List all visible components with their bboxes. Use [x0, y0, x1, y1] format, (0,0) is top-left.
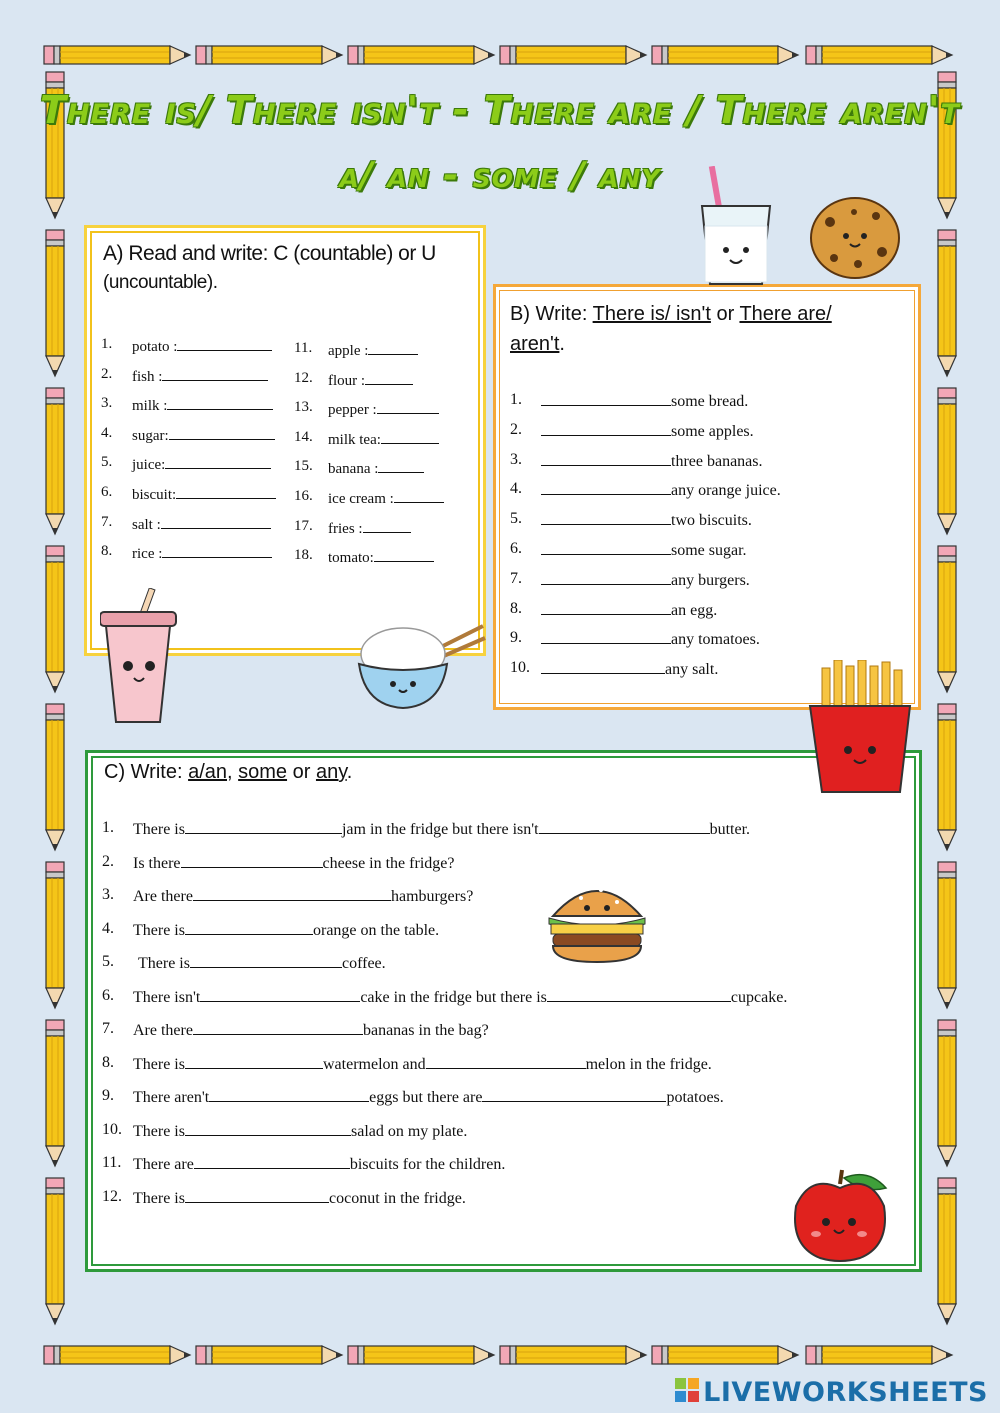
item-text: biscuits for the children.: [349, 1156, 506, 1173]
question-item: [132, 514, 271, 534]
question-item: [541, 391, 748, 411]
item-text: Are there: [133, 1022, 193, 1039]
answer-blank[interactable]: [426, 1054, 586, 1069]
question-item: [541, 480, 781, 500]
question-item: [133, 1154, 505, 1174]
question-item: [133, 953, 386, 973]
answer-blank[interactable]: [381, 429, 439, 444]
answer-blank[interactable]: [169, 425, 275, 440]
hamburger-illustration: [547, 876, 647, 964]
question-number: 12.: [294, 369, 313, 386]
rice-bowl-illustration: [355, 620, 487, 712]
answer-blank[interactable]: [368, 340, 418, 355]
answer-blank[interactable]: [541, 510, 671, 525]
question-item: [541, 629, 760, 649]
answer-blank[interactable]: [547, 987, 731, 1002]
item-text: There is: [133, 921, 185, 939]
item-text: coffee.: [341, 955, 386, 972]
answer-blank[interactable]: [482, 1087, 666, 1102]
answer-blank[interactable]: [394, 488, 444, 503]
section-c-heading: C) Write: a/an, some or any.: [104, 761, 353, 783]
answer-blank[interactable]: [185, 819, 342, 834]
cookie-illustration: [808, 196, 902, 280]
question-item: [541, 510, 752, 530]
item-text: two biscuits.: [671, 512, 752, 530]
item-word: ice cream :: [328, 491, 394, 507]
answer-blank[interactable]: [176, 484, 276, 499]
item-text: There is: [133, 1189, 185, 1207]
question-item: [541, 570, 750, 590]
item-text: bananas in the bag?: [362, 1022, 489, 1039]
answer-blank[interactable]: [541, 421, 671, 436]
question-item: [132, 425, 275, 445]
question-number: 2.: [510, 420, 522, 438]
item-word: potato :: [132, 339, 178, 355]
item-text: jam in the fridge but there isn't: [341, 821, 539, 838]
question-item: [133, 1188, 466, 1208]
item-word: milk :: [132, 398, 168, 415]
item-text: There aren't: [133, 1089, 210, 1106]
answer-blank[interactable]: [194, 1154, 350, 1169]
question-item: [132, 454, 271, 474]
item-text: butter.: [709, 821, 751, 838]
question-number: 7.: [102, 1020, 114, 1037]
item-text: any tomatoes.: [671, 631, 760, 649]
worksheet-title: There is/ There isn't - There are / There aren't: [40, 88, 960, 132]
question-number: 2.: [101, 365, 113, 382]
answer-blank[interactable]: [193, 886, 391, 901]
question-number: 1.: [510, 391, 522, 408]
answer-blank[interactable]: [541, 391, 671, 406]
apple-illustration: [790, 1166, 890, 1262]
question-number: 3.: [510, 450, 522, 468]
answer-blank[interactable]: [200, 987, 360, 1002]
item-word: tomato:: [328, 550, 374, 567]
answer-blank[interactable]: [185, 1121, 351, 1136]
item-word: juice:: [132, 457, 166, 474]
question-number: 14.: [294, 428, 313, 445]
item-text: any burgers.: [671, 571, 750, 589]
question-item: [541, 659, 718, 679]
question-item: [328, 518, 411, 538]
question-number: 18.: [294, 547, 313, 564]
question-number: 11.: [294, 340, 313, 356]
item-text: salad on my plate.: [350, 1122, 468, 1140]
answer-blank[interactable]: [165, 454, 271, 469]
answer-blank[interactable]: [193, 1020, 363, 1035]
question-number: 6.: [101, 484, 113, 500]
item-word: milk tea:: [328, 431, 381, 448]
item-text: coconut in the fridge.: [328, 1189, 466, 1207]
answer-blank[interactable]: [541, 480, 671, 495]
question-number: 2.: [102, 852, 114, 870]
question-item: [132, 366, 268, 386]
answer-blank[interactable]: [378, 458, 424, 473]
answer-blank[interactable]: [185, 1054, 323, 1069]
item-word: flour :: [328, 372, 366, 389]
answer-blank[interactable]: [162, 543, 272, 558]
question-number: 5.: [510, 510, 522, 528]
item-text: any orange juice.: [671, 482, 781, 500]
worksheet-subtitle: a/ an - some / any: [339, 155, 661, 196]
item-text: hamburgers?: [390, 888, 474, 905]
item-text: Is there: [133, 854, 181, 872]
question-number: 16.: [294, 488, 313, 504]
liveworksheets-mark-icon: [675, 1378, 699, 1409]
question-number: 8.: [510, 599, 522, 617]
item-text: some apples.: [671, 422, 754, 440]
question-item: [328, 488, 444, 508]
item-text: There are: [133, 1156, 194, 1173]
question-item: [328, 458, 424, 478]
question-item: [133, 886, 473, 906]
question-number: 1.: [101, 336, 113, 352]
question-number: 17.: [294, 517, 313, 534]
question-item: [328, 370, 413, 390]
item-word: salt :: [132, 516, 161, 533]
item-text: some bread.: [671, 393, 749, 410]
section-a-heading: A) Read and write: C (countable) or U: [103, 242, 436, 265]
drink-cup-illustration: [100, 588, 178, 726]
answer-blank[interactable]: [539, 819, 710, 834]
answer-blank[interactable]: [161, 514, 271, 529]
question-item: [328, 340, 418, 360]
item-word: pepper :: [328, 402, 377, 419]
question-number: 10.: [510, 659, 530, 677]
item-text: cupcake.: [730, 988, 788, 1006]
question-item: [133, 853, 454, 873]
item-word: rice :: [132, 546, 163, 563]
answer-blank[interactable]: [541, 540, 671, 555]
question-item: [132, 484, 276, 504]
item-text: There isn't: [133, 988, 201, 1006]
question-number: 9.: [510, 629, 522, 647]
item-text: melon in the fridge.: [585, 1055, 712, 1073]
answer-blank[interactable]: [177, 336, 272, 351]
question-item: [133, 1087, 724, 1107]
item-text: There is: [133, 821, 185, 838]
question-item: [541, 600, 717, 620]
question-item: [328, 429, 439, 449]
question-item: [133, 987, 787, 1007]
item-text: potatoes.: [666, 1089, 724, 1106]
question-item: [541, 451, 763, 471]
item-text: cake in the fridge but there is: [360, 988, 547, 1006]
item-word: sugar:: [132, 427, 169, 444]
question-number: 4.: [101, 424, 113, 441]
item-word: fries :: [328, 520, 363, 537]
question-item: [328, 399, 439, 419]
item-text: cheese in the fridge?: [322, 854, 455, 872]
question-number: 5.: [101, 454, 113, 471]
item-text: an egg.: [671, 601, 718, 619]
section-a-heading-line2: (uncountable).: [103, 272, 218, 293]
answer-blank[interactable]: [541, 570, 671, 585]
item-text: three bananas.: [671, 452, 763, 470]
answer-blank[interactable]: [190, 953, 342, 968]
question-item: [328, 547, 434, 567]
section-b-heading: B) Write: There is/ isn't or There are/ aren't.: [510, 303, 832, 355]
item-text: There is: [133, 1055, 185, 1073]
answer-blank[interactable]: [541, 629, 671, 644]
item-text: There is: [133, 1122, 185, 1140]
item-text: There is: [138, 955, 190, 972]
question-number: 10.: [102, 1120, 122, 1138]
answer-blank[interactable]: [209, 1087, 369, 1102]
liveworksheets-logo: LIVEWORKSHEETS: [675, 1377, 988, 1409]
question-number: 3.: [101, 395, 113, 412]
question-number: 6.: [510, 540, 522, 557]
question-number: 3.: [102, 886, 114, 903]
question-item: [133, 920, 439, 940]
question-item: [132, 336, 272, 356]
item-word: biscuit:: [132, 487, 177, 503]
section-b-box: [493, 284, 921, 710]
answer-blank[interactable]: [185, 1188, 329, 1203]
answer-blank[interactable]: [181, 853, 323, 868]
question-item: [133, 1121, 467, 1141]
question-number: 1.: [102, 819, 114, 836]
item-text: Are there: [133, 888, 193, 905]
answer-blank[interactable]: [377, 399, 439, 414]
item-text: any salt.: [665, 661, 719, 679]
item-word: fish :: [132, 368, 163, 385]
answer-blank[interactable]: [541, 659, 665, 674]
answer-blank[interactable]: [374, 547, 434, 562]
question-number: 5.: [102, 953, 114, 970]
answer-blank[interactable]: [162, 366, 268, 381]
question-number: 11.: [102, 1154, 122, 1171]
item-word: banana :: [328, 461, 379, 478]
question-number: 12.: [102, 1187, 122, 1205]
question-item: [133, 819, 750, 839]
question-number: 4.: [510, 480, 522, 498]
answer-blank[interactable]: [363, 518, 411, 533]
question-item: [133, 1020, 489, 1040]
answer-blank[interactable]: [541, 600, 671, 615]
answer-blank[interactable]: [541, 451, 671, 466]
question-item: [133, 1054, 712, 1074]
question-number: 8.: [102, 1053, 114, 1071]
question-number: 9.: [102, 1087, 114, 1104]
item-text: eggs but there are: [369, 1089, 483, 1106]
answer-blank[interactable]: [167, 395, 273, 410]
question-item: [132, 395, 273, 415]
fries-illustration: [808, 660, 912, 794]
question-number: 7.: [101, 513, 113, 530]
item-word: apple :: [328, 343, 369, 359]
question-item: [541, 421, 754, 441]
question-number: 4.: [102, 919, 114, 937]
question-number: 8.: [101, 543, 113, 560]
question-item: [132, 543, 272, 563]
item-text: watermelon and: [322, 1055, 426, 1073]
item-text: some sugar.: [671, 542, 747, 559]
question-item: [541, 540, 747, 560]
question-number: 6.: [102, 986, 114, 1004]
answer-blank[interactable]: [365, 370, 413, 385]
milk-glass-illustration: [696, 166, 776, 290]
question-number: 15.: [294, 458, 313, 475]
question-number: 7.: [510, 569, 522, 587]
answer-blank[interactable]: [185, 920, 313, 935]
question-number: 13.: [294, 399, 313, 416]
item-text: orange on the table.: [312, 921, 440, 939]
